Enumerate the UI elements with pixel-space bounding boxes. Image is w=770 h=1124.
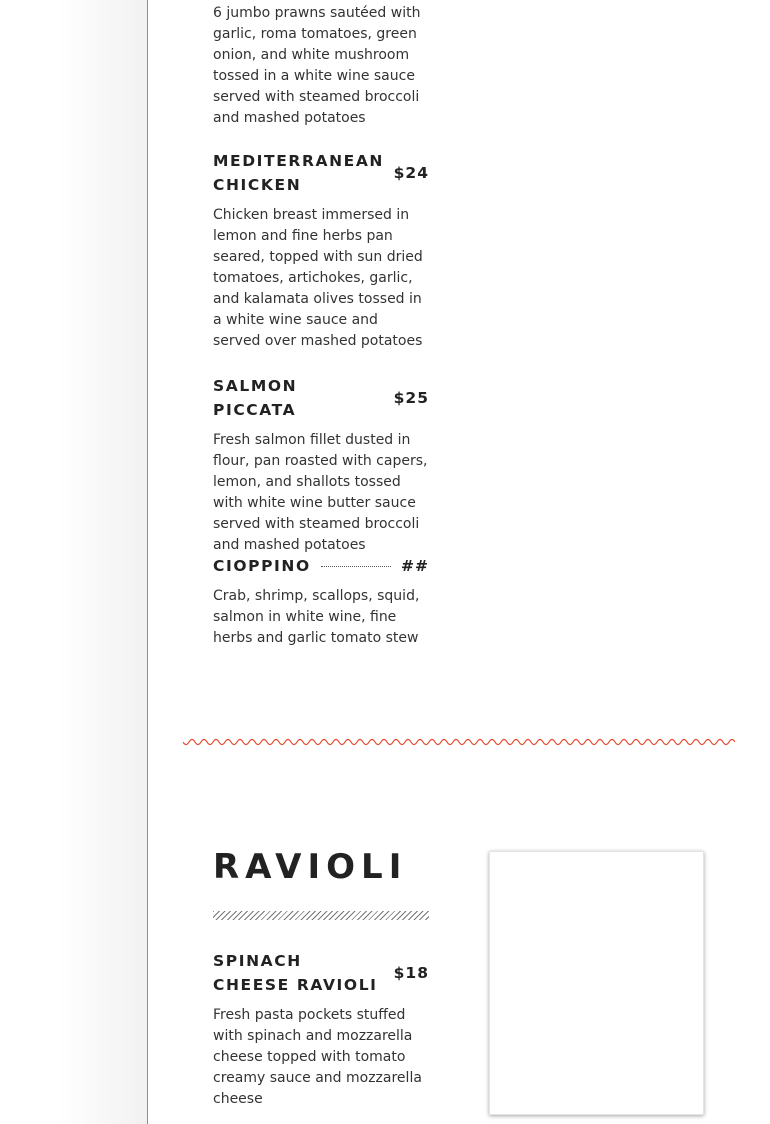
menu-item-mediterranean-chicken bbox=[213, 149, 429, 352]
item-description: 6 jumbo prawns sautéed with garlic, roma tomatoes, green onion, and white mushroom tossed in a white wine sauce served with steamed broccoli and mashed potatoes bbox=[213, 5, 421, 126]
menu-item-header bbox=[213, 149, 429, 197]
menu-item-price: ## bbox=[401, 557, 429, 575]
menu-item-price: $18 bbox=[393, 964, 429, 982]
dotted-leader bbox=[321, 566, 391, 567]
menu-item-description: Fresh salmon fillet dusted in flour, pan roasted with capers, lemon, and shallots tossed with white wine butter sauce served with steamed broccoli and mashed potatoes bbox=[213, 432, 428, 553]
menu-item-header bbox=[213, 554, 429, 578]
menu-item-header bbox=[213, 374, 429, 422]
menu-item-header bbox=[213, 949, 429, 997]
menu-item-name: SALMON PICCATA bbox=[213, 377, 298, 419]
menu-item-name: SPINACH CHEESE RAVIOLI bbox=[213, 952, 378, 994]
menu-item-description: Chicken breast immersed in lemon and fine herbs pan seared, topped with sun dried tomatoes, artichokes, garlic, and kalamata olives tossed in a white wine sauce and served over mashed potatoes bbox=[213, 207, 423, 349]
menu-item-price: $24 bbox=[393, 164, 429, 182]
menu-item-cioppino bbox=[213, 554, 429, 649]
hatched-divider bbox=[213, 911, 429, 920]
menu-item-description: Crab, shrimp, scallops, squid, salmon in white wine, fine herbs and garlic tomato stew bbox=[213, 588, 420, 646]
menu-item-name: MEDITERRANEAN CHICKEN bbox=[213, 152, 385, 194]
menu-item-description: Fresh pasta pockets stuffed with spinach and mozzarella cheese topped with tomato creamy sauce and mozzarella cheese bbox=[213, 1007, 422, 1107]
menu-item-spinach-cheese-ravioli bbox=[213, 949, 429, 1110]
left-gutter bbox=[0, 0, 148, 1124]
wave-divider bbox=[183, 733, 735, 751]
menu-item-salmon-piccata bbox=[213, 374, 429, 556]
menu-item-price: $25 bbox=[393, 389, 429, 407]
photo-card bbox=[489, 851, 704, 1115]
section-title-ravioli: RAVIOLI bbox=[213, 847, 408, 887]
menu-item-name: CIOPPINO bbox=[213, 557, 311, 575]
